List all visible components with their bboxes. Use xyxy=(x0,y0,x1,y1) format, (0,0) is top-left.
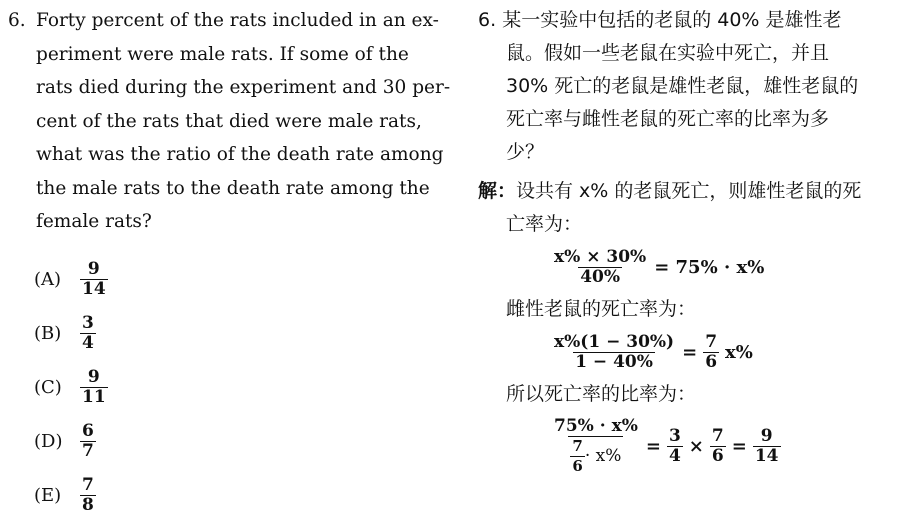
solution-line: 亡率为： xyxy=(506,213,583,235)
translation-line: 30% 死亡的老鼠是雄性老鼠，雄性老鼠的 xyxy=(506,75,859,97)
choice-c[interactable]: (C) $\frac{9}{11}$ xyxy=(34,366,106,407)
choice-fraction: $\frac{9}{11}$ xyxy=(82,366,106,407)
question-line: 6. Forty percent of the rats included in an ex- xyxy=(8,4,448,38)
choice-fraction: $\frac{7}{8}$ xyxy=(82,474,94,515)
question-line: what was the ratio of the death rate among xyxy=(36,144,444,165)
answer-choices xyxy=(34,252,108,522)
solution-label: 解： xyxy=(478,180,517,202)
choice-fraction: $\frac{3}{4}$ xyxy=(82,312,94,353)
choice-fraction: $\frac{6}{7}$ xyxy=(82,420,94,461)
translation-line: 少？ xyxy=(506,141,545,163)
translation-number: 6. xyxy=(478,9,497,31)
choice-d[interactable]: (D) $\frac{6}{7}$ xyxy=(34,420,94,461)
question-line: periment were male rats. If some of the xyxy=(36,43,409,65)
solution-line: 所以死亡率的比率为： xyxy=(506,383,697,405)
question-line: cent of the rats that died were male rats, xyxy=(36,110,422,132)
choice-a[interactable]: (A) $\frac{9}{14}$ xyxy=(34,258,106,299)
choice-e[interactable]: (E) $\frac{7}{8}$ xyxy=(34,474,94,515)
equation-female-rate: $\frac{x\%(1 - 30\%)}{1 - 40\%}$ = $\frac{7}{6}$ x% xyxy=(554,331,753,372)
translation-line: 6. 某一实验中包括的老鼠的 40% 是雄性老 xyxy=(478,9,842,31)
choice-fraction: $\frac{9}{14}$ xyxy=(82,258,106,299)
translation-line: 鼠。假如一些老鼠在实验中死亡，并且 xyxy=(506,42,830,64)
question-line: female rats? xyxy=(36,211,152,232)
choice-b[interactable]: (B) $\frac{3}{4}$ xyxy=(34,312,94,353)
question-block xyxy=(8,4,451,239)
equation-ratio: 75% · x% $\frac{7}{6}$ · x% = $\frac{3}{4}$ × $\frac{7}{6}$ = $\frac{9}{14}$ xyxy=(554,415,779,475)
translation-line: 死亡率与雌性老鼠的死亡率的比率为多 xyxy=(506,108,830,130)
question-line: rats died during the experiment and 30 per- xyxy=(36,77,451,98)
question-line: the male rats to the death rate among the xyxy=(36,177,430,199)
translation-block xyxy=(478,4,898,481)
solution-line: 解：设共有 x% 的老鼠死亡，则雄性老鼠的死 xyxy=(478,180,862,202)
question-number: 6. xyxy=(8,10,26,31)
equation-male-rate: $\frac{x\% \times 30\%}{40\%}$ = 75% · x% xyxy=(554,246,765,287)
solution-line: 雌性老鼠的死亡率为： xyxy=(506,298,697,320)
